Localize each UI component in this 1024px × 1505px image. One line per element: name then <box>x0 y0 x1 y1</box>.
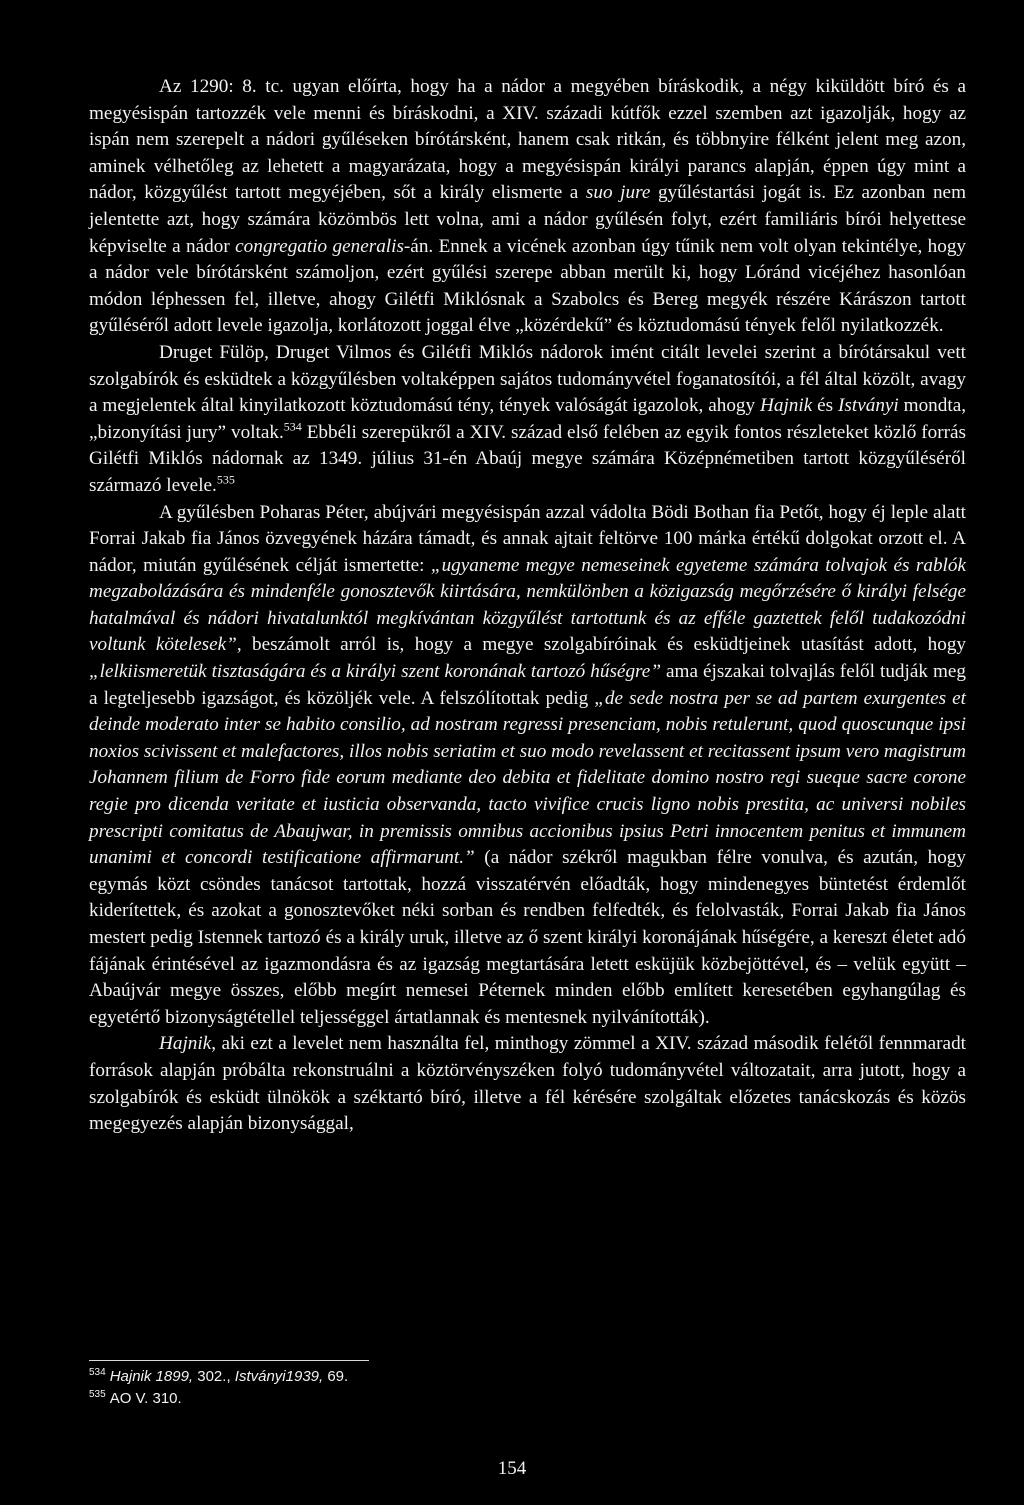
footnote-534 <box>89 1366 966 1388</box>
footnote-citation-text: AO V. 310. <box>109 1390 182 1407</box>
footnote-reference: 534 <box>283 419 302 434</box>
paragraph-4 <box>89 1031 966 1137</box>
paragraph-3 <box>89 500 966 1032</box>
italic-text: suo jure <box>585 182 651 204</box>
body-text: (a nádor székről magukban félre vonulva, és azután, hogy egymás közt csöndes tanácsot tartottak, hozzá visszatérvén előadták, hogy mindenegyes büntetést érdemlőt kiderítettek, és azokat a gonosztevőket néki sorban és rendben felfedték, és felolvasták, Forrai Jakab fia János mestert pedig Istennek tartozó és a király uruk, illetve az ő szent királyi koronájának hűségére, a kereszt életet adó fájának érintésével az igazmondásra és az igazság megtartására letett esküjük közbejöttével, és – velük együtt – Abaújvár megye összes, előbb megírt nemesei Péternek minden előbb említett keresetében egyhangúlag és egyetértő bizonyságtétellel teljességgel ártatlannak és mentesnek nyilvánították). <box>89 847 966 1028</box>
body-text: Az 1290: 8. tc. ugyan előírta, hogy ha a nádor a megyében bíráskodik, a négy kiküldött bíró és a megyésispán tartozzék vele menni és bíráskodni, a XIV. századi kútfők ezzel szemben azt igazolják, hogy az ispán nem szerepelt a nádori gyűléseken bírótársként, hanem csak ritkán, és többnyire félként jelent meg azon, aminek vélhetőleg az lehetett a magyarázata, hogy a megyésispán királyi parancs alapján, éppen úgy mint a nádor, közgyűlést tartott megyéjében, sőt a király elismerte a <box>89 76 966 204</box>
footnote-citation-author: Hajnik 1899, <box>109 1368 194 1385</box>
body-text: gyűléstartási jogát is. Ez azonban nem jelentette azt, hogy számára közömbös lett volna, ami a nádor gyűlésén folyt, ezért familiáris bírói helyettese képviselte a nádor <box>89 182 966 257</box>
body-text: és <box>812 395 839 417</box>
footnotes <box>89 1366 966 1410</box>
italic-text: Hajnik <box>159 1033 212 1055</box>
italic-text: „lelkiismeretük tisztaságára és a királyi szent koronának tartozó hűségre” <box>89 661 661 683</box>
footnote-citation-text: 69. <box>323 1368 349 1385</box>
footnote-number: 534 <box>89 1367 106 1378</box>
footnote-535 <box>89 1388 966 1410</box>
footnote-reference: 535 <box>216 472 235 487</box>
body-text: ama éjszakai tolvajlás felől tudják meg a legteljesebb igazságot, és közöljék vele. A felszólítottak pedig <box>89 661 966 709</box>
italic-text: „ugyaneme megye nemeseinek egyeteme számára tolvajok és rablók megzabolázására és mindenféle gonosztevők kiirtására, nemkülönben a közigazság megőrzésére ő királyi felsége hatalmával és nádori hivatalunktól megkívántan közgyűlést tartottunk és az efféle gaztettek felől tudakozódni voltunk kötelesek” <box>89 554 966 656</box>
italic-text: congregatio generalis <box>235 235 404 257</box>
body-text: , aki ezt a levelet nem használta fel, minthogy zömmel a XIV. század második felétől fennmaradt források alapján próbálta rekonstruálni a köztörvényszéken folyó tudományvétel változatait, arra jutott, hogy a szolgabírók és esküdt ülnökök a széktartó bíró, illetve a fél kérésére szolgáltak előzetes tanácskozás és közös megegyezés alapján bizonysággal, <box>89 1033 966 1135</box>
paragraph-1 <box>89 74 966 340</box>
body-text: Ebbéli szerepükről a XIV. század első felében az egyik fontos részleteket közlő forrás Gilétfi Miklós nádornak az 1349. július 31-én Abaúj megye számára Középnémetiben tartott közgyűléséről származó levele. <box>89 421 966 496</box>
body-text: , beszámolt arról is, hogy a megye szolgabíróinak és esküdtjeinek utasítást adott, hogy <box>236 634 967 656</box>
italic-text: „de sede nostra per se ad partem exurgentes et deinde moderato inter se habito consilio, ad nostram regressi presenciam, nobis retulerunt, quod quoscunque ipsi noxios scivissent et malefactores, illos nobis seriatim et suo modo revelassent et recitassent ipsum vero magistrum Johannem filium de Forro fide eorum mediante deo debita et fidelitate domino nostro regi sueque sacre corone regie pro dicenda veritate et iusticia observanda, tacto vivifice crucis ligno nobis prestita, ac universi nobiles prescripti comitatus de Abaujwar, in premissis omnibus accionibus ipsius Petri innocentem penitus et immunem unanimi et concordi testificatione affirmarunt.” <box>89 687 966 869</box>
italic-text: Hajnik <box>760 395 813 417</box>
main-text <box>89 74 966 1138</box>
footnote-divider <box>89 1360 369 1361</box>
body-text: mondta, „bizonyítási jury” voltak. <box>89 395 967 443</box>
footnote-citation-author: Istványi1939, <box>234 1368 324 1385</box>
paragraph-2 <box>89 340 966 500</box>
footnote-citation-text: 302., <box>193 1368 235 1385</box>
footnote-number: 535 <box>89 1389 106 1400</box>
body-text: -án. Ennek a vicének azonban úgy tűnik nem volt olyan tekintélye, hogy a nádor vele bírótársként számoljon, ezért gyűlési szerepe abban merült ki, hogy Lóránd vicéjéhez hasonlóan módon léphessen fel, illetve, ahogy Gilétfi Miklósnak a Szabolcs és Bereg megyék részére Kárászon tartott gyűléséről adott levele igazolja, korlátozott joggal élve „közérdekű” és köztudomású tények felől nyilatkozzék. <box>89 235 967 337</box>
page-number: 154 <box>497 1458 527 1479</box>
body-text: A gyűlésben Poharas Péter, abújvári megyésispán azzal vádolta Bödi Bothan fia Petőt, hogy éj leple alatt Forrai Jakab fia János özvegyének házára támadt, és annak ajtait feltörve 100 márka értékű dolgokat orzott el. A nádor, miután gyűlésének célját ismertette: <box>89 501 966 576</box>
body-text: Druget Fülöp, Druget Vilmos és Gilétfi Miklós nádorok imént citált levelei szerint a bírótársakul vett szolgabírók és esküdtek a közgyűlésben voltaképpen sajátos tudományvétel foganatosítói, a fél által közölt, avagy a megjelentek által kinyilatkozott köztudomású tény, tények valóságát igazolok, ahogy <box>89 341 966 417</box>
italic-text: Istványi <box>838 395 899 417</box>
